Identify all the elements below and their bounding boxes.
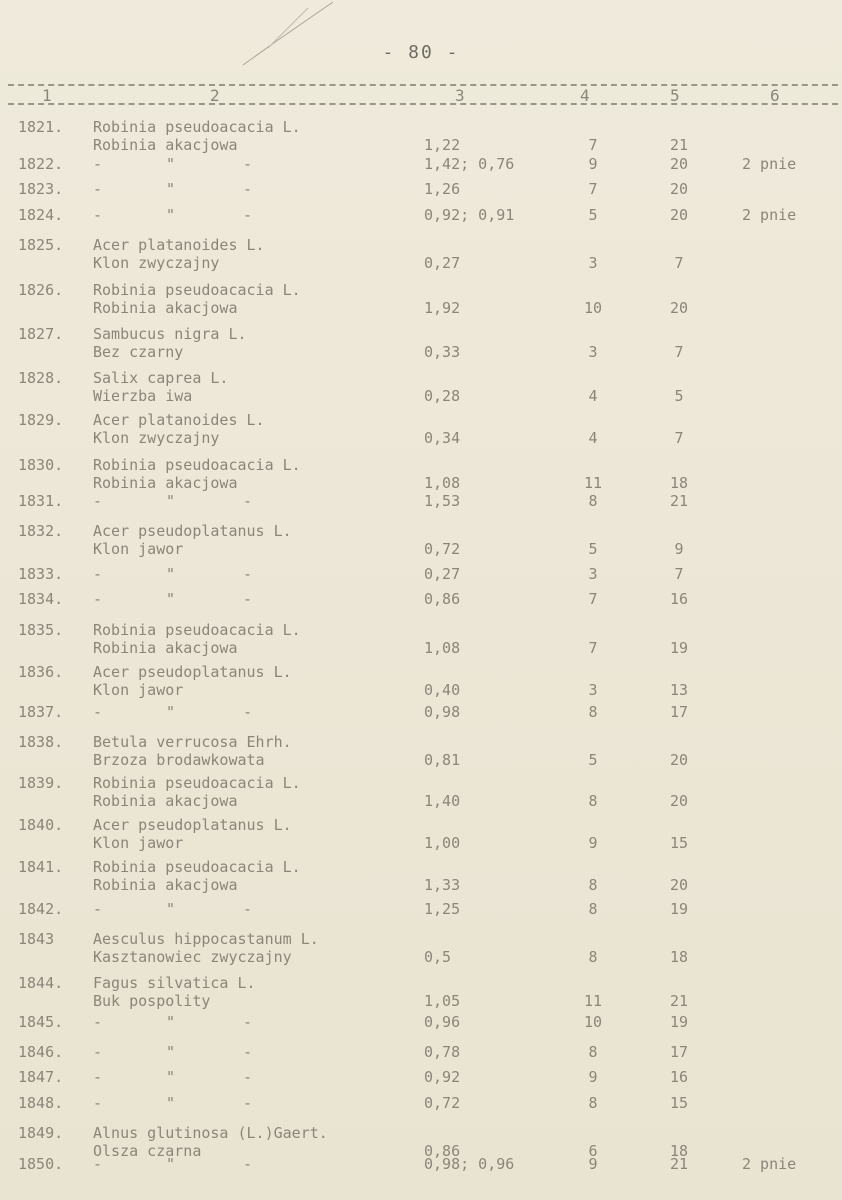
column-5-value: 16 (669, 1068, 689, 1086)
column-5-value: 20 (669, 792, 689, 810)
entry-number: 1845. (18, 1013, 64, 1031)
column-5-value: 20 (669, 155, 689, 173)
species-name (93, 733, 403, 769)
column-4-value: 8 (588, 1043, 598, 1061)
species-name (93, 858, 403, 894)
column-4-value: 7 (588, 180, 598, 198)
circumference-value: 0,40 (424, 681, 461, 699)
species-name (93, 411, 403, 447)
latin-name: Acer platanoides L. (93, 411, 265, 429)
ditto-mark: - (93, 1155, 103, 1173)
column-4-value: 9 (588, 834, 598, 852)
circumference-value: 0,72 (424, 540, 461, 558)
circumference-value: 1,08 (424, 639, 461, 657)
circumference-value: 0,92; 0,91 (424, 206, 515, 224)
entry-number: 1847. (18, 1068, 64, 1086)
table-row (0, 774, 842, 814)
ditto-mark: - (93, 590, 103, 608)
table-row (0, 456, 842, 496)
column-4-value: 8 (588, 792, 598, 810)
entry-number: 1831. (18, 492, 64, 510)
entry-number: 1821. (18, 118, 64, 136)
column-header-1: 1 (42, 86, 52, 105)
ditto-mark: - (243, 180, 253, 198)
entry-number: 1849. (18, 1124, 64, 1142)
latin-name: Acer pseudoplatanus L. (93, 663, 292, 681)
ditto-mark: - (93, 703, 103, 721)
polish-name: Buk pospolity (93, 992, 211, 1010)
column-4-value: 9 (588, 1068, 598, 1086)
column-header-3: 3 (455, 86, 465, 105)
table-row (0, 1155, 842, 1195)
ditto-mark: - (93, 1043, 103, 1061)
column-5-value: 17 (669, 703, 689, 721)
latin-name: Robinia pseudoacacia L. (93, 118, 301, 136)
table-row (0, 236, 842, 276)
latin-name: Robinia pseudoacacia L. (93, 621, 301, 639)
ditto-mark: - (243, 1068, 253, 1086)
polish-name: Robinia akacjowa (93, 299, 238, 317)
circumference-value: 0,81 (424, 751, 461, 769)
column-5-value: 21 (669, 992, 689, 1010)
circumference-value: 0,72 (424, 1094, 461, 1112)
ditto-mark: - (243, 492, 253, 510)
column-5-value: 7 (674, 565, 684, 583)
circumference-value: 0,78 (424, 1043, 461, 1061)
polish-name: Olsza czarna (93, 1142, 202, 1160)
ditto-mark: " (166, 206, 176, 224)
entry-number: 1825. (18, 236, 64, 254)
polish-name: Robinia akacjowa (93, 639, 238, 657)
ditto-mark: " (166, 180, 176, 198)
column-4-value: 5 (588, 751, 598, 769)
ditto-mark: " (166, 1155, 176, 1173)
column-5-value: 19 (669, 1013, 689, 1031)
column-5-value: 20 (669, 180, 689, 198)
species-name (93, 118, 403, 154)
species-name (93, 236, 403, 272)
entry-number: 1835. (18, 621, 64, 639)
species-name (93, 816, 403, 852)
column-5-value: 20 (669, 751, 689, 769)
column-5-value: 7 (674, 254, 684, 272)
latin-name: Acer pseudoplatanus L. (93, 816, 292, 834)
remarks-value: 2 pnie (742, 1155, 797, 1173)
column-5-value: 18 (669, 474, 689, 492)
entry-number: 1844. (18, 974, 64, 992)
species-name (93, 663, 403, 699)
species-name (93, 325, 403, 361)
ditto-mark: " (166, 155, 176, 173)
species-name (93, 621, 403, 657)
entry-number: 1827. (18, 325, 64, 343)
circumference-value: 0,27 (424, 254, 461, 272)
entry-number: 1843 (18, 930, 55, 948)
ditto-mark: - (243, 1013, 253, 1031)
column-5-value: 21 (669, 136, 689, 154)
entry-number: 1828. (18, 369, 64, 387)
remarks-value: 2 pnie (742, 155, 797, 173)
column-4-value: 4 (588, 387, 598, 405)
ditto-mark: - (243, 703, 253, 721)
entry-number: 1833. (18, 565, 64, 583)
column-4-value: 8 (588, 1094, 598, 1112)
circumference-value: 1,05 (424, 992, 461, 1010)
polish-name: Kasztanowiec zwyczajny (93, 948, 292, 966)
latin-name: Robinia pseudoacacia L. (93, 281, 301, 299)
table-row (0, 816, 842, 856)
column-4-value: 3 (588, 254, 598, 272)
latin-name: Salix caprea L. (93, 369, 229, 387)
polish-name: Robinia akacjowa (93, 474, 238, 492)
ditto-mark: - (243, 565, 253, 583)
column-5-value: 20 (669, 876, 689, 894)
remarks-value: 2 pnie (742, 206, 797, 224)
column-5-value: 17 (669, 1043, 689, 1061)
column-4-value: 3 (588, 565, 598, 583)
ditto-mark: " (166, 492, 176, 510)
circumference-value: 0,92 (424, 1068, 461, 1086)
species-name (93, 281, 403, 317)
latin-name: Robinia pseudoacacia L. (93, 858, 301, 876)
table-row (0, 325, 842, 365)
latin-name: Aesculus hippocastanum L. (93, 930, 319, 948)
polish-name: Wierzba iwa (93, 387, 193, 405)
latin-name: Sambucus nigra L. (93, 325, 247, 343)
ditto-mark: " (166, 565, 176, 583)
column-4-value: 8 (588, 948, 598, 966)
polish-name: Klon jawor (93, 540, 184, 558)
circumference-value: 1,22 (424, 136, 461, 154)
column-4-value: 4 (588, 429, 598, 447)
column-4-value: 7 (588, 590, 598, 608)
circumference-value: 1,00 (424, 834, 461, 852)
ditto-mark: " (166, 590, 176, 608)
ditto-mark: - (243, 206, 253, 224)
species-name (93, 456, 403, 492)
column-header-4: 4 (580, 86, 590, 105)
column-header-5: 5 (670, 86, 680, 105)
table-row (0, 118, 842, 158)
circumference-value: 0,5 (424, 948, 452, 966)
species-name (93, 974, 403, 1010)
ditto-mark: - (93, 565, 103, 583)
ditto-mark: - (93, 492, 103, 510)
column-5-value: 9 (674, 540, 684, 558)
entry-number: 1822. (18, 155, 64, 173)
species-name (93, 522, 403, 558)
ditto-mark: " (166, 1013, 176, 1031)
ditto-mark: " (166, 1094, 176, 1112)
circumference-value: 1,53 (424, 492, 461, 510)
latin-name: Fagus silvatica L. (93, 974, 256, 992)
circumference-value: 1,42; 0,76 (424, 155, 515, 173)
entry-number: 1842. (18, 900, 64, 918)
polish-name: Robinia akacjowa (93, 792, 238, 810)
ditto-mark: - (93, 155, 103, 173)
ditto-mark: - (93, 1094, 103, 1112)
circumference-value: 0,96 (424, 1013, 461, 1031)
table-row (0, 369, 842, 409)
column-5-value: 20 (669, 299, 689, 317)
circumference-value: 0,33 (424, 343, 461, 361)
column-5-value: 16 (669, 590, 689, 608)
column-4-value: 5 (588, 206, 598, 224)
column-4-value: 7 (588, 639, 598, 657)
entry-number: 1823. (18, 180, 64, 198)
entry-number: 1840. (18, 816, 64, 834)
column-header-2: 2 (210, 86, 220, 105)
latin-name: Alnus glutinosa (L.)Gaert. (93, 1124, 328, 1142)
circumference-value: 0,34 (424, 429, 461, 447)
column-4-value: 3 (588, 681, 598, 699)
species-name (93, 774, 403, 810)
entry-number: 1837. (18, 703, 64, 721)
column-header-6: 6 (770, 86, 780, 105)
column-5-value: 7 (674, 343, 684, 361)
column-4-value: 10 (583, 1013, 603, 1031)
table-row (0, 522, 842, 562)
latin-name: Acer pseudoplatanus L. (93, 522, 292, 540)
circumference-value: 1,92 (424, 299, 461, 317)
column-5-value: 18 (669, 948, 689, 966)
column-4-value: 9 (588, 155, 598, 173)
page-number: - 80 - (382, 42, 460, 63)
column-5-value: 19 (669, 900, 689, 918)
column-4-value: 6 (588, 1142, 598, 1160)
column-5-value: 15 (669, 1094, 689, 1112)
entry-number: 1846. (18, 1043, 64, 1061)
entry-number: 1850. (18, 1155, 64, 1173)
column-4-value: 3 (588, 343, 598, 361)
column-4-value: 10 (583, 299, 603, 317)
species-name (93, 930, 403, 966)
circumference-value: 0,98; 0,96 (424, 1155, 515, 1173)
circumference-value: 0,27 (424, 565, 461, 583)
entry-number: 1838. (18, 733, 64, 751)
entry-number: 1841. (18, 858, 64, 876)
ditto-mark: - (243, 590, 253, 608)
ditto-mark: - (243, 1155, 253, 1173)
column-4-value: 8 (588, 900, 598, 918)
column-5-value: 19 (669, 639, 689, 657)
entry-number: 1848. (18, 1094, 64, 1112)
column-4-value: 9 (588, 1155, 598, 1173)
ditto-mark: - (93, 180, 103, 198)
table-row (0, 733, 842, 773)
table-row (0, 930, 842, 970)
column-5-value: 15 (669, 834, 689, 852)
circumference-value: 0,86 (424, 590, 461, 608)
column-4-value: 11 (583, 474, 603, 492)
polish-name: Klon jawor (93, 834, 184, 852)
table-row (0, 974, 842, 1014)
table-row (0, 621, 842, 661)
column-5-value: 21 (669, 492, 689, 510)
ditto-mark: - (93, 206, 103, 224)
ditto-mark: - (243, 900, 253, 918)
ditto-mark: - (93, 1068, 103, 1086)
column-4-value: 8 (588, 703, 598, 721)
ditto-mark: " (166, 703, 176, 721)
entry-number: 1826. (18, 281, 64, 299)
latin-name: Betula verrucosa Ehrh. (93, 733, 292, 751)
ditto-mark: - (93, 900, 103, 918)
table-row (0, 281, 842, 321)
circumference-value: 1,33 (424, 876, 461, 894)
circumference-value: 0,28 (424, 387, 461, 405)
ditto-mark: - (93, 1013, 103, 1031)
ditto-mark: " (166, 1043, 176, 1061)
column-5-value: 13 (669, 681, 689, 699)
entry-number: 1834. (18, 590, 64, 608)
circumference-value: 1,26 (424, 180, 461, 198)
table-row (0, 858, 842, 898)
polish-name: Klon jawor (93, 681, 184, 699)
ditto-mark: - (243, 1043, 253, 1061)
column-5-value: 21 (669, 1155, 689, 1173)
entry-number: 1829. (18, 411, 64, 429)
ditto-mark: - (243, 1094, 253, 1112)
table-row (0, 663, 842, 703)
circumference-value: 0,86 (424, 1142, 461, 1160)
column-4-value: 8 (588, 492, 598, 510)
circumference-value: 0,98 (424, 703, 461, 721)
entry-number: 1830. (18, 456, 64, 474)
circumference-value: 1,08 (424, 474, 461, 492)
entry-number: 1836. (18, 663, 64, 681)
latin-name: Acer platanoides L. (93, 236, 265, 254)
polish-name: Brzoza brodawkowata (93, 751, 265, 769)
column-5-value: 20 (669, 206, 689, 224)
ditto-mark: - (243, 155, 253, 173)
circumference-value: 1,40 (424, 792, 461, 810)
latin-name: Robinia pseudoacacia L. (93, 456, 301, 474)
column-4-value: 5 (588, 540, 598, 558)
column-5-value: 7 (674, 429, 684, 447)
column-4-value: 8 (588, 876, 598, 894)
column-4-value: 11 (583, 992, 603, 1010)
entry-number: 1832. (18, 522, 64, 540)
column-4-value: 7 (588, 136, 598, 154)
polish-name: Robinia akacjowa (93, 136, 238, 154)
polish-name: Klon zwyczajny (93, 254, 220, 272)
ditto-mark: " (166, 1068, 176, 1086)
entry-number: 1824. (18, 206, 64, 224)
ditto-mark: " (166, 900, 176, 918)
polish-name: Robinia akacjowa (93, 876, 238, 894)
polish-name: Bez czarny (93, 343, 184, 361)
latin-name: Robinia pseudoacacia L. (93, 774, 301, 792)
column-5-value: 5 (674, 387, 684, 405)
entry-number: 1839. (18, 774, 64, 792)
column-5-value: 18 (669, 1142, 689, 1160)
circumference-value: 1,25 (424, 900, 461, 918)
polish-name: Klon zwyczajny (93, 429, 220, 447)
table-row (0, 411, 842, 451)
species-name (93, 369, 403, 405)
